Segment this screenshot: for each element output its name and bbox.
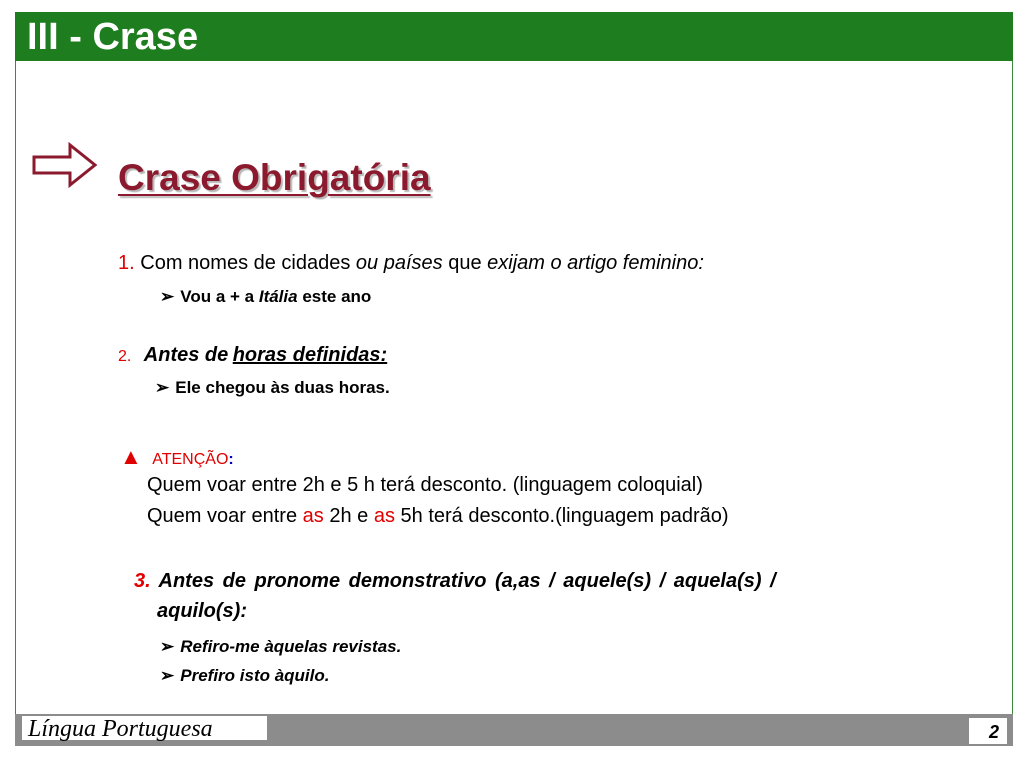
item-1-example-b: Itália [258,287,298,306]
item-2-example: Ele chegou às duas horas. [175,378,390,397]
item-3-example-1-row [160,637,401,657]
course-name: Língua Portuguesa [28,716,213,742]
item-3 [134,570,776,593]
arrowhead-bullet-icon: ➢ [155,378,170,397]
item-1-text-a: Com nomes de cidades [140,252,351,274]
item-3-text-line-1: Antes de pronome demonstrativo (a,as / aquele(s) / aquela(s) / [158,570,776,592]
warning-triangle-icon: ▲ [120,444,142,469]
item-1-text-b: ou países [355,252,443,274]
item-1-text-d: exijam o artigo feminino: [487,252,704,274]
attention-label-row [120,444,234,470]
item-1-number: 1. [118,252,135,274]
item-1-example [160,287,371,307]
item-2-example-row [155,378,390,398]
item-3-example-2-row [160,666,330,686]
attention-line-2 [147,505,729,528]
item-1 [118,252,704,275]
item-1-example-a: Vou a + a [180,287,255,306]
item-1-example-c: este ano [302,287,372,306]
attention-line-2-e: 5h terá desconto.(linguagem padrão) [400,505,729,527]
item-2-number: 2. [118,348,132,365]
item-3-text-line-2: aquilo(s): [157,600,247,622]
page-number: 2 [988,722,999,742]
item-2 [118,344,387,367]
attention-line-1: Quem voar entre 2h e 5 h terá desconto. (linguagem coloquial) [147,474,703,496]
attention-line-2-a: Quem voar entre [147,505,298,527]
item-2-text-b: horas definidas: [232,344,388,366]
item-2-text-a: Antes de [143,344,229,366]
attention-line-2-b: as [302,505,324,527]
slide-title: III - Crase [27,16,199,58]
attention-line-2-d: as [373,505,395,527]
item-3-number: 3. [134,570,151,592]
attention-label: ATENÇÃO [152,451,229,468]
attention-colon: : [228,451,234,468]
attention-line-2-c: 2h e [329,505,369,527]
section-heading: Crase Obrigatória [118,157,431,198]
item-3-example-2: Prefiro isto àquilo. [180,666,330,685]
item-1-text-c: que [448,252,482,274]
outline-right-arrow-icon [32,142,98,188]
arrowhead-bullet-icon: ➢ [160,637,175,656]
item-3-example-1: Refiro-me àquelas revistas. [180,637,402,656]
arrowhead-bullet-icon: ➢ [160,287,175,306]
arrowhead-bullet-icon: ➢ [160,666,175,685]
